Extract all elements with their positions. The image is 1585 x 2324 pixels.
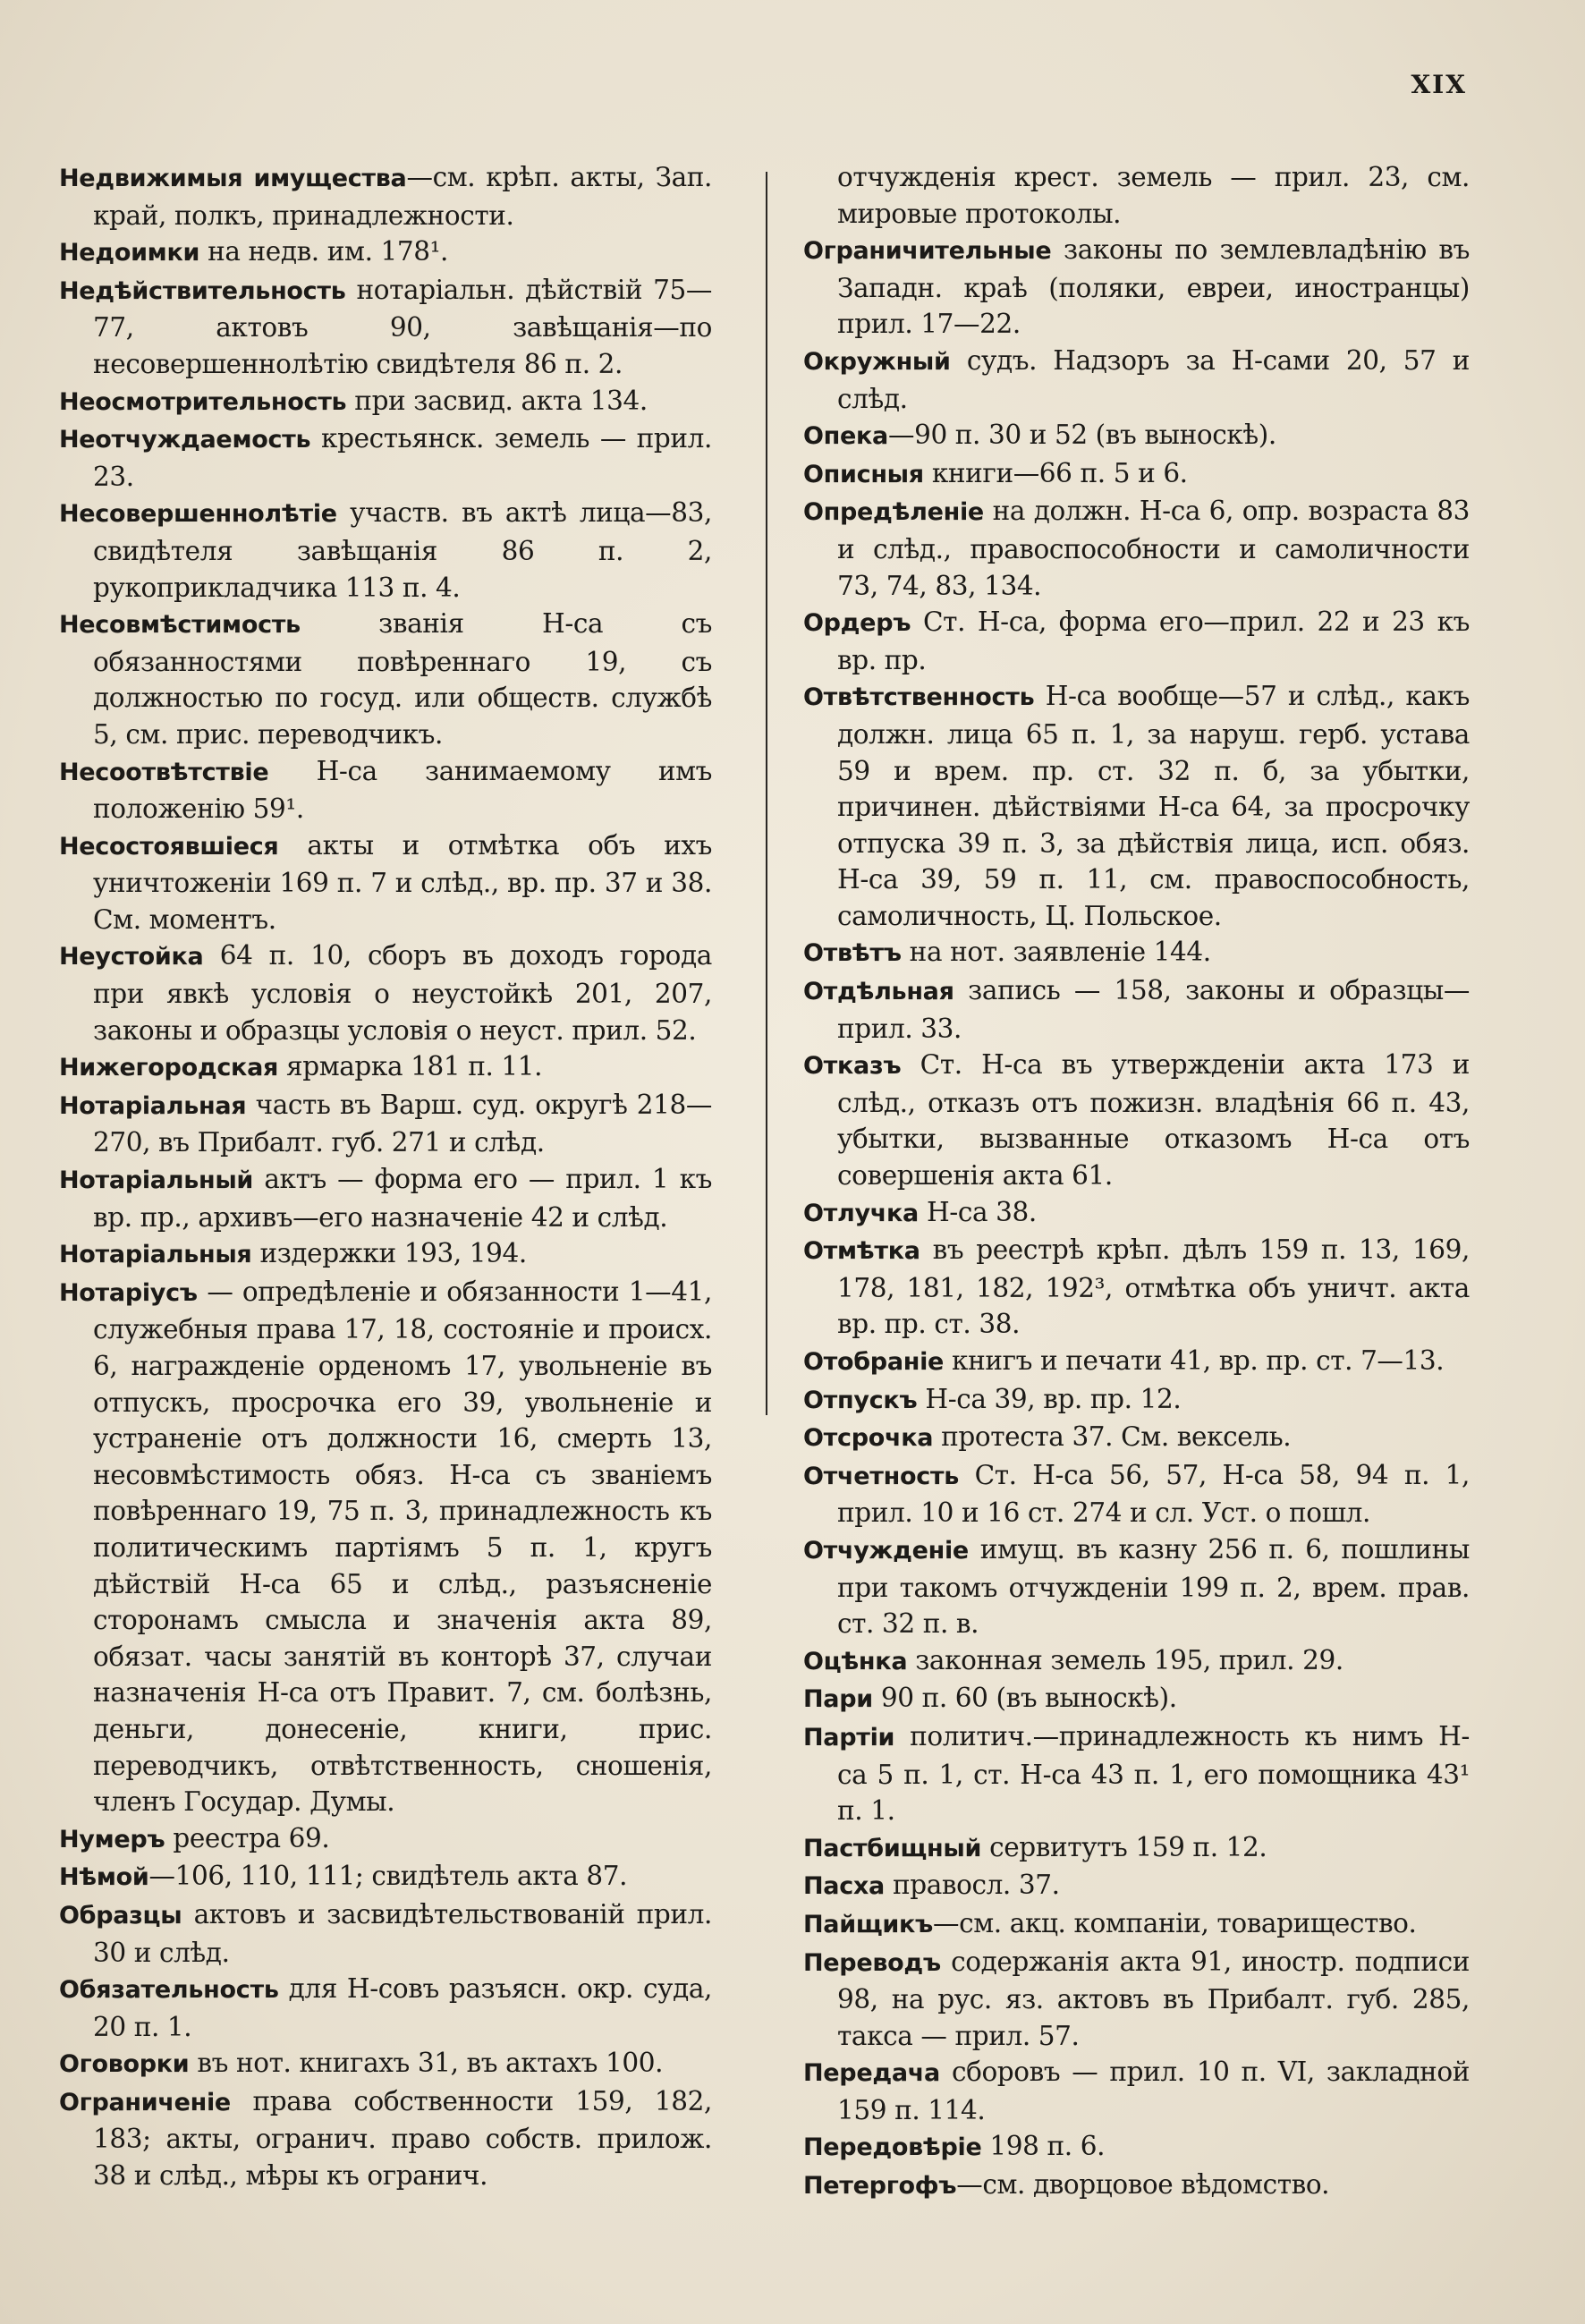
index-references: правосл. 37. [884,1870,1060,1901]
index-headword: Отмѣтка [803,1237,920,1266]
index-references: протеста 37. См. вексель. [933,1421,1292,1453]
index-entry [803,2167,1470,2205]
index-entry [803,604,1470,678]
index-references: участв. въ актѣ лица—83, свидѣтеля завѣщанія 86 п. 2, рукоприкладчика 113 п. 4. [93,497,712,603]
index-headword: Нотаріальная [59,1091,247,1120]
index-references: Ст. Н-са 56, 57, Н-са 58, 94 п. 1, прил. 10 и 16 ст. 274 и сл. Уст. о пошл. [837,1459,1470,1529]
index-entry [803,343,1470,417]
index-references: Н-са занимаемому имъ положенію 59¹. [93,755,712,825]
index-entry [59,233,712,272]
index-entry [803,1718,1470,1829]
index-entry [803,1867,1470,1905]
index-headword: Нумеръ [59,1825,165,1853]
index-references: —см. крѣп. акты, Зап. край, полкъ, принадлежности. [93,162,712,231]
index-references: содержанія акта 91, иностр. подписи 98, на рус. яз. актовъ въ Прибалт. губ. 285, такса — прил. 57. [837,1946,1470,2051]
index-headword: Ордеръ [803,609,911,638]
index-references: званія Н-са съ обязанностями повѣреннаго 19, съ должностью по госуд. или обществ. службѣ 5, см. прис. переводчикъ. [93,608,712,750]
index-references: сборовъ — прил. 10 п. VI, закладной 159 п. 114. [837,2057,1470,2125]
index-references: крестьянск. земель — прил. 23. [93,423,712,492]
index-references: при засвид. акта 134. [346,385,648,416]
index-entry [59,827,712,938]
index-headword: Отчужденіе [803,1536,969,1565]
index-entry [803,2054,1470,2128]
index-headword: Недоимки [59,239,200,267]
index-entry [59,159,712,233]
index-headword: Ограничительные [803,237,1052,266]
index-references: часть въ Варш. суд. округѣ 218—270, въ Прибалт. губ. 271 и слѣд. [93,1089,712,1158]
index-references: ярмарка 181 п. 11. [278,1051,543,1082]
index-headword: Недвижимыя имущества [59,165,407,192]
index-headword: Нотаріусъ [59,1278,198,1307]
index-entry [803,493,1470,604]
index-headword: Несовершеннолѣтіе [59,500,337,529]
index-entry [803,1047,1470,1193]
index-references: 90 п. 60 (въ выноскѣ). [872,1683,1177,1714]
index-entry [803,1343,1470,1381]
index-entry [59,2083,712,2194]
index-headword: Отвѣтъ [803,939,902,968]
index-headword: Несостоявшіеся [59,832,279,861]
index-references: 64 п. 10, сборъ въ доходъ города при явкѣ условія о неустойкѣ 201, 207, законы и образцы условія о неуст. прил. 52. [93,940,712,1046]
index-headword: Передача [803,2059,940,2088]
index-entry [59,1274,712,1820]
index-entry [59,1235,712,1274]
index-references: —см. акц. компаніи, товарищество. [933,1907,1417,1938]
index-references: на должн. Н-са 6, опр. возраста 83 и слѣд., правоспособности и самоличности 73, 74, 83, 134. [837,496,1470,601]
index-references: —см. дворцовое вѣдомство. [956,2169,1330,2201]
index-entry [803,1829,1470,1868]
index-entry [59,2045,712,2083]
index-entry [59,272,712,383]
index-references: для Н-совъ разъясн. окр. суда, 20 п. 1. [93,1973,712,2042]
index-headword: Отсрочка [803,1424,934,1453]
index-references: на недв. им. 178¹. [199,236,449,267]
index-headword: Неустойка [59,943,204,971]
index-references: сервитутъ 159 п. 12. [981,1831,1267,1862]
index-headword: Несоотвѣтствіе [59,758,269,786]
index-headword: Отдѣльная [803,978,954,1006]
index-headword: Нотаріальный [59,1166,254,1195]
page-number: XIX [1411,70,1467,99]
index-references: имущ. въ казну 256 п. 6, пошлины при такомъ отчужденіи 199 п. 2, врем. прав. ст. 32 п. в. [837,1533,1470,1640]
index-references: 198 п. 6. [981,2131,1106,2162]
index-references: издержки 193, 194. [251,1238,527,1269]
index-entry [803,455,1470,494]
index-headword: Оговорки [59,2050,190,2079]
index-entry [803,2128,1470,2167]
index-headword: Переводъ [803,1948,941,1977]
index-headword: Пастбищный [803,1834,982,1862]
right-column [803,159,1470,2205]
index-entry [803,1381,1470,1420]
index-headword: Обязательность [59,1976,279,2005]
index-headword: Нижегородская [59,1054,279,1082]
index-references: Ст. Н-са въ утвержденіи акта 173 и слѣд., отказъ отъ пожизн. владѣнія 66 п. 43, убытки, вызванные отказомъ Н-са отъ совершенія акта 61. [837,1049,1470,1192]
index-entry [59,1048,712,1087]
index-headword: Оцѣнка [803,1647,908,1675]
index-headword: Неотчуждаемость [59,426,311,454]
index-headword: Передовѣріе [803,2133,982,2162]
index-headword: Пари [803,1685,873,1714]
index-headword: Несовмѣстимость [59,611,301,640]
index-headword: Нотаріальныя [59,1241,252,1269]
index-headword: Отказъ [803,1052,902,1081]
index-entry [59,606,712,752]
index-entry [803,1457,1470,1531]
index-references: въ реестрѣ крѣп. дѣлъ 159 п. 13, 169, 178, 181, 182, 192³, отмѣтка объ уничт. акта вр. пр. ст. 38. [837,1234,1470,1340]
index-entry [803,1905,1470,1944]
index-entry [59,1971,712,2045]
index-references: реестра 69. [165,1822,330,1853]
index-headword: Описныя [803,460,924,488]
index-references: законная земель 195, прил. 29. [907,1644,1343,1675]
index-headword: Нѣмой [59,1863,149,1892]
index-headword: Неосмотрительность [59,387,347,416]
index-references: акты и отмѣтка объ ихъ уничтоженіи 169 п. 7 и слѣд., вр. пр. 37 и 38. См. моментъ. [93,829,712,935]
index-entry [59,1896,712,1971]
index-references: — опредѣленіе и обязанности 1—41, служебныя права 17, 18, состояніе и происх. 6, награжденіе орденомъ 17, увольненіе въ отпускъ, просрочка его 39, увольненіе и устраненіе отъ должности 16, смерть 13, несовмѣстимость обяз. Н-са съ званіемъ повѣреннаго 19, 75 п. 3, принадлежность къ политическимъ партіямъ 5 п. 1, кругъ дѣйствій Н-са 65 и слѣд., разъясненіе сторонамъ смысла и значенія акта 89, обязат. часы занятій въ конторѣ 37, случаи назначенія Н-са отъ Правит. 7, см. болѣзнь, деньги, донесеніе, книги, прис. переводчикъ, отвѣтственность, сношенія, членъ Государ. Думы. [93,1276,712,1818]
index-headword: Отпускъ [803,1386,918,1414]
index-references: книги—66 п. 5 и 6. [923,457,1188,488]
index-entry [803,1531,1470,1642]
index-entry [59,1858,712,1896]
index-entry [803,1680,1470,1718]
index-entry [59,753,712,827]
index-references: Н-са 39, вр. пр. 12. [917,1383,1182,1414]
index-references: на нот. заявленіе 144. [901,937,1211,968]
index-references: Ст. Н-са, форма его—прил. 22 и 23 къ вр. пр. [837,606,1470,675]
index-headword: Партіи [803,1723,895,1751]
left-column [59,159,712,2194]
index-entry [803,232,1470,343]
index-entry [803,934,1470,972]
index-entry [59,1820,712,1859]
index-entry [59,1161,712,1235]
index-references: Н-са вообще—57 и слѣд., какъ должн. лица 65 п. 1, за наруш. герб. устава 59 и врем. пр. ст. 32 п. б, за убытки, причинен. дѣйствіями Н-са 64, за просрочку отпуска 39 п. 3, за дѣйствія лица, исп. обяз. Н-са 39, 59 п. 11, см. правоспособность, самоличность, Ц. Польское. [837,681,1470,931]
index-headword: Опека [803,422,888,451]
index-entry [803,1419,1470,1457]
index-entry [803,1232,1470,1343]
index-entry [59,383,712,421]
index-references: отчужденія крест. земель — прил. 23, см. мировые протоколы. [837,162,1470,229]
index-headword: Отвѣтственность [803,683,1035,712]
index-references: книгъ и печати 41, вр. пр. ст. 7—13. [944,1345,1445,1376]
index-entry [803,417,1470,455]
index-references: актъ — форма его — прил. 1 къ вр. пр., архивъ—его назначеніе 42 и слѣд. [93,1164,712,1233]
index-references: Н-са 38. [918,1196,1037,1227]
index-references: права собственности 159, 182, 183; акты, огранич. право собств. прилож. 38 и слѣд., мѣры къ огранич. [93,2085,712,2192]
index-references: —90 п. 30 и 52 (въ выноскѣ). [887,420,1276,451]
index-entry [803,1944,1470,2055]
index-references: нотаріальн. дѣйствій 75—77, актовъ 90, завѣщанія—по несовершеннолѣтію свидѣтеля 86 п. 2. [93,274,712,379]
index-references: актовъ и засвидѣтельствованій прил. 30 и слѣд. [93,1898,712,1968]
column-divider [766,172,767,1415]
index-headword: Пасха [803,1872,885,1901]
index-entry [59,420,712,495]
index-headword: Отобраніе [803,1348,945,1376]
index-entry [803,1642,1470,1681]
index-entry [803,678,1470,934]
index-entry [59,1087,712,1161]
index-entry [803,972,1470,1047]
index-headword: Окружный [803,347,951,376]
index-headword: Пайщикъ [803,1910,934,1938]
index-references: —106, 110, 111; свидѣтель акта 87. [148,1861,628,1892]
index-entry [59,495,712,606]
index-headword: Отлучка [803,1199,919,1227]
index-references: политич.—принадлежность къ нимъ Н-са 5 п. 1, ст. Н-са 43 п. 1, его помощника 43¹ п. 1. [837,1720,1470,1827]
index-references: законы по землевладѣнію въ Западн. краѣ (поляки, евреи, иностранцы) прил. 17—22. [837,234,1470,340]
index-headword: Петергофъ [803,2172,957,2201]
index-headword: Недѣйствительность [59,276,346,305]
index-references: въ нот. книгахъ 31, въ актахъ 100. [189,2048,664,2079]
index-entry [59,937,712,1048]
index-headword: Опредѣленіе [803,498,984,527]
index-references: запись — 158, законы и образцы—прил. 33. [837,975,1470,1044]
index-headword: Отчетность [803,1462,960,1490]
index-references: судъ. Надзоръ за Н-сами 20, 57 и слѣд. [837,344,1470,414]
index-entry [803,1194,1470,1233]
index-entry [803,159,1470,232]
index-headword: Ограниченіе [59,2088,231,2116]
index-headword: Образцы [59,1901,182,1930]
